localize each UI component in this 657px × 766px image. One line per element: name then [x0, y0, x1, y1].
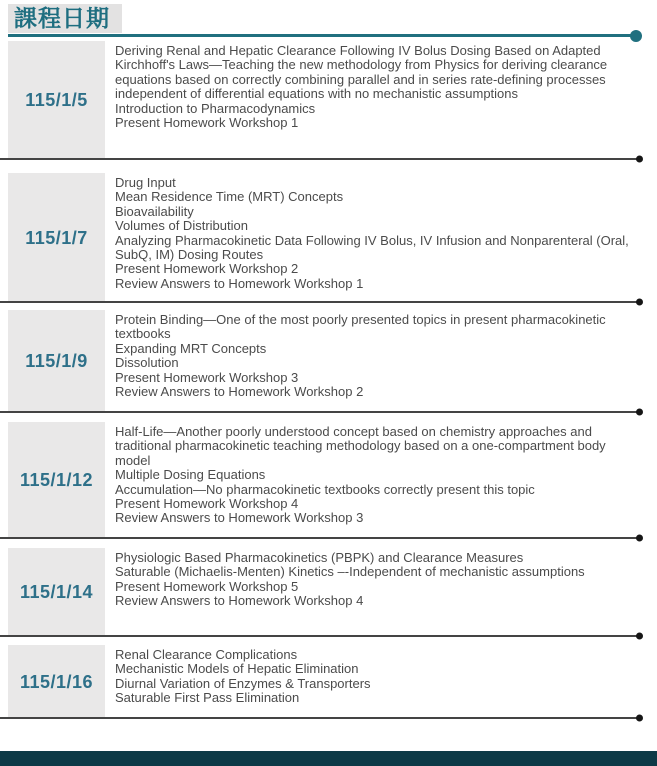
topic-item: Diurnal Variation of Enzymes & Transporters [115, 675, 371, 691]
topic-item: Present Homework Workshop 2 [115, 261, 299, 277]
topic-item: Mean Residence Time (MRT) Concepts [115, 189, 344, 205]
topic-item: Present Homework Workshop 4 [115, 496, 299, 512]
table-row [0, 37, 657, 160]
schedule-table [0, 37, 657, 719]
topic-item: Multiple Dosing Equations [115, 467, 266, 483]
topic-item: Saturable First Pass Elimination [115, 690, 300, 706]
date-label: 115/1/16 [19, 671, 94, 692]
row-content [105, 41, 657, 160]
topic-item: Accumulation—No pharmacokinetic textbooks correctly present this topic [115, 481, 535, 497]
topic-item: Introduction to Pharmacodynamics [115, 100, 316, 116]
date-label: 115/1/7 [25, 227, 88, 248]
topic-item: Review Answers to Homework Workshop 1 [115, 275, 364, 291]
topic-item: Bioavailability [115, 203, 194, 219]
row-content [105, 548, 657, 637]
topic-item: Renal Clearance Complications [115, 647, 298, 662]
date-cell [8, 422, 105, 539]
topic-item: Analyzing Pharmacokinetic Data Following IV Bolus, IV Infusion and Nonparenteral (Oral, SubQ, IM) Dosing Routes [115, 232, 629, 263]
page-header [0, 0, 657, 37]
date-label: 115/1/14 [19, 582, 94, 602]
table-row [0, 539, 657, 637]
topic-item: Present Homework Workshop 5 [115, 578, 299, 594]
date-label: 115/1/5 [25, 90, 88, 110]
row-content [105, 173, 657, 303]
topic-item: Protein Binding—One of the most poorly presented topics in present pharmacokinetic textbooks [115, 312, 606, 342]
row-content [105, 310, 657, 413]
date-label: 115/1/12 [19, 470, 94, 490]
date-label: 115/1/9 [25, 351, 88, 371]
page-title: 課程日期 [8, 4, 122, 33]
topic-item: Expanding MRT Concepts [115, 340, 267, 356]
row-content [105, 422, 657, 539]
topic-item: Present Homework Workshop 1 [115, 115, 299, 131]
separator-dot [636, 715, 643, 722]
table-row [0, 413, 657, 539]
table-row [0, 160, 657, 303]
topic-item: Present Homework Workshop 3 [115, 369, 299, 385]
topic-item: Deriving Renal and Hepatic Clearance Following IV Bolus Dosing Based on Adapted Kirchhoff's Laws—Teaching the new methodology from Physics for deriving clearance equations based on correctly combining parallel and in series rate-defining processes independent of differential equations with no mechanistic assumptions [115, 43, 608, 102]
topic-item: Mechanistic Models of Hepatic Elimination [115, 661, 359, 677]
topic-item: Review Answers to Homework Workshop 3 [115, 510, 364, 526]
topic-item: Saturable (Michaelis-Menten) Kinetics –-Independent of mechanistic assumptions [115, 564, 585, 580]
date-cell [8, 310, 105, 413]
date-cell [8, 173, 105, 303]
footer-bar [0, 751, 657, 766]
topic-item: Review Answers to Homework Workshop 2 [115, 384, 364, 400]
table-row [0, 303, 657, 413]
date-cell [8, 548, 105, 637]
row-content [105, 645, 657, 719]
topic-item: Dissolution [115, 355, 179, 371]
topic-item: Volumes of Distribution [115, 218, 248, 234]
row-separator [0, 717, 640, 719]
topic-item: Physiologic Based Pharmacokinetics (PBPK) and Clearance Measures [115, 550, 524, 565]
table-row [0, 637, 657, 719]
topic-item: Half-Life—Another poorly understood concept based on chemistry approaches and traditional pharmacokinetic teaching methodology based on a one-compartment body model [115, 424, 606, 468]
topic-item: Review Answers to Homework Workshop 4 [115, 593, 364, 609]
date-cell [8, 41, 105, 160]
topic-item: Drug Input [115, 175, 176, 190]
date-cell [8, 645, 105, 719]
